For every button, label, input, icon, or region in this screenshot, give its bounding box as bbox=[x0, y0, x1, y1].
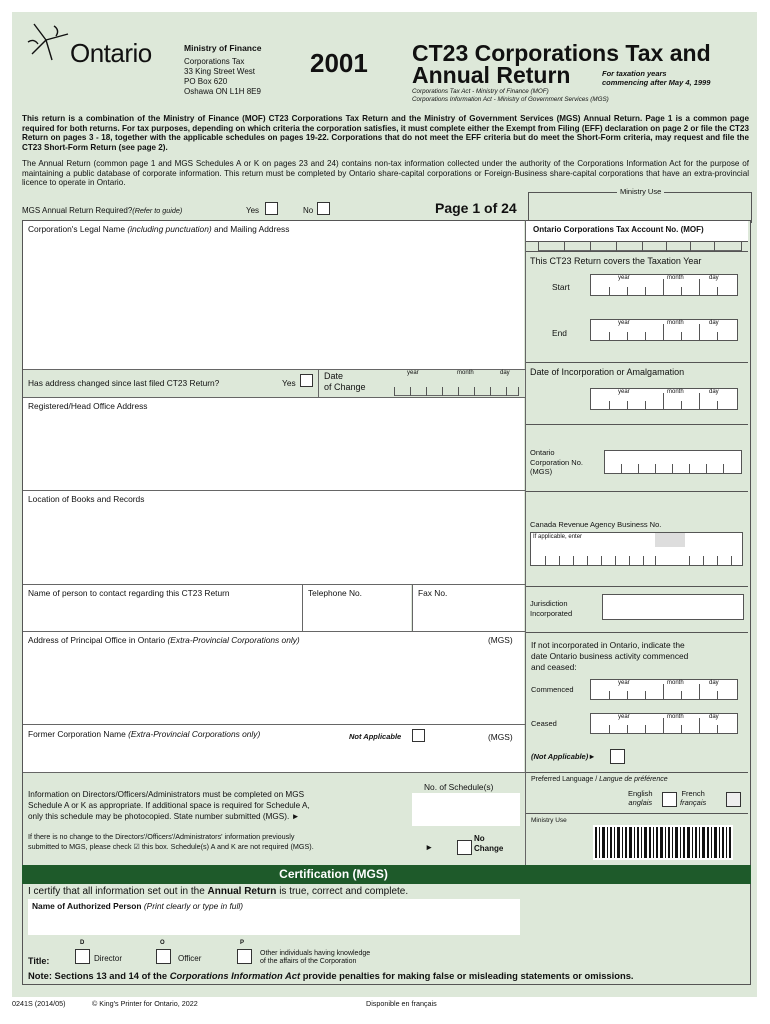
director-label: Director bbox=[94, 954, 123, 963]
director-code: D bbox=[80, 940, 85, 946]
tax-account-input[interactable] bbox=[538, 237, 742, 251]
officer-code: O bbox=[160, 940, 165, 946]
english-checkbox[interactable] bbox=[662, 792, 677, 807]
taxation-note: For taxation years commencing after May 4, 1999 bbox=[602, 69, 711, 87]
legal-name-field[interactable] bbox=[23, 221, 524, 369]
commenced-month-label: month bbox=[667, 680, 684, 686]
date-of-change-input[interactable] bbox=[394, 380, 519, 396]
inc-day-label: day bbox=[709, 389, 719, 395]
ceased-year-label: year bbox=[618, 714, 630, 720]
date-year-label: year bbox=[407, 370, 419, 376]
end-month-label: month bbox=[667, 320, 684, 326]
ceased-day-label: day bbox=[709, 714, 719, 720]
french-checkbox[interactable] bbox=[726, 792, 741, 807]
other-code: P bbox=[240, 940, 245, 946]
french-availability: Disponible en français bbox=[366, 999, 437, 1008]
ministry-address: Corporations Tax 33 King Street West PO Box 620 Oshawa ON L1H 8E9 bbox=[184, 57, 261, 96]
books-location-field[interactable] bbox=[23, 491, 524, 584]
ministry-use-box bbox=[528, 192, 752, 223]
commenced-year-label: year bbox=[618, 680, 630, 686]
ministry-use-label-2: Ministry Use bbox=[531, 817, 567, 824]
mgs-required-no-checkbox[interactable] bbox=[317, 202, 330, 215]
inc-year-label: year bbox=[618, 389, 630, 395]
officer-checkbox[interactable] bbox=[156, 949, 171, 964]
commenced-label: Commenced bbox=[531, 685, 574, 694]
principal-office-field[interactable] bbox=[23, 632, 524, 724]
if-applicable-label: If applicable, enter bbox=[533, 534, 583, 540]
ministry-use-label: Ministry Use bbox=[617, 187, 664, 196]
form-title: CT23 Corporations Tax and Annual Return bbox=[412, 40, 711, 88]
form-page bbox=[12, 12, 757, 1008]
no-change-checkbox[interactable] bbox=[457, 840, 472, 855]
director-checkbox[interactable] bbox=[75, 949, 90, 964]
address-changed-yes-label: Yes bbox=[282, 378, 296, 388]
telephone-label: Telephone No. bbox=[308, 588, 363, 598]
not-incorporated-text: If not incorporated in Ontario, indicate the date Ontario business activity commenced and ceased: bbox=[531, 640, 689, 672]
ontario-wordmark: Ontario bbox=[70, 38, 152, 68]
jurisdiction-label: Jurisdiction Incorporated bbox=[530, 599, 573, 618]
preferred-language-label: Preferred Language / Langue de préférence bbox=[531, 776, 668, 783]
contact-name-label: Name of person to contact regarding this CT23 Return bbox=[28, 588, 230, 598]
no-of-schedules-field[interactable] bbox=[412, 793, 520, 826]
taxation-year-label: This CT23 Return covers the Taxation Year bbox=[530, 256, 702, 266]
start-label: Start bbox=[552, 282, 570, 292]
intro-paragraph-1: This return is a combination of the Ministry of Finance (MOF) CT23 Corporations Tax Return and the Ministry of Government Services (MGS) Annual Return. Page 1 is a common page required for both returns. For tax purposes, depending on which criteria the corporation satisfies, it must complete either the Exempt from Filing (EFF) declaration on page 2 or file the CT23 Return on pages 3 - 18, together with the applicable schedules on pages 19-22. Corporations that do not meet the EFF criteria but do meet the Short-Form criteria, may request and file the CT23 Short-Form Return (see page 2). bbox=[22, 114, 749, 152]
no-change-text: If there is no change to the Directors'/Officers'/Administrators' information previously submitted to MGS, please check ☑ this box. Schedule(s) A and K are not required (MGS). bbox=[28, 832, 314, 851]
address-changed-label: Has address changed since last filed CT23 Return? bbox=[28, 378, 220, 388]
ontario-corp-no-label: Ontario Corporation No. (MGS) bbox=[530, 448, 583, 476]
no-change-arrow: ► bbox=[425, 842, 434, 852]
mgs-yes-label: Yes bbox=[246, 206, 260, 215]
ministry-name: Ministry of Finance bbox=[184, 43, 262, 53]
other-label: Other individuals having knowledge of the affairs of the Corporation bbox=[260, 950, 371, 965]
certification-title: Certification (MGS) bbox=[279, 867, 388, 881]
directors-info-text: Information on Directors/Officers/Administrators must be completed on MGS Schedule A or K as appropriate. If additional space is required for Schedule A, only this schedule may be photocopied. State number submitted (MGS). ► bbox=[28, 790, 310, 821]
barcode-icon bbox=[593, 825, 733, 860]
start-year-label: year bbox=[618, 275, 630, 281]
former-name-label: Former Corporation Name (Extra-Provincial Corporations only) bbox=[28, 729, 261, 739]
penalties-note: Note: Sections 13 and 14 of the Corporations Information Act provide penalties for making false or misleading statements or omissions. bbox=[28, 970, 634, 981]
cra-business-no-input[interactable] bbox=[530, 532, 743, 566]
printer-copyright: © King's Printer for Ontario, 2022 bbox=[92, 999, 198, 1008]
principal-office-label: Address of Principal Office in Ontario (Extra-Provincial Corporations only) bbox=[28, 635, 300, 645]
title-label: Title: bbox=[28, 956, 50, 966]
address-changed-yes-checkbox[interactable] bbox=[300, 374, 313, 387]
page-number: Page 1 of 24 bbox=[435, 200, 517, 216]
start-day-label: day bbox=[709, 275, 719, 281]
books-location-label: Location of Books and Records bbox=[28, 494, 145, 504]
commenced-day-label: day bbox=[709, 680, 719, 686]
incorporation-date-label: Date of Incorporation or Amalgamation bbox=[530, 367, 685, 377]
date-day-label: day bbox=[500, 370, 510, 376]
tax-account-label: Ontario Corporations Tax Account No. (MOF) bbox=[533, 225, 704, 234]
fax-label: Fax No. bbox=[418, 588, 448, 598]
mgs-no-label: No bbox=[303, 206, 314, 215]
end-day-label: day bbox=[709, 320, 719, 326]
principal-mgs-label: (MGS) bbox=[488, 635, 513, 645]
cra-business-no-label: Canada Revenue Agency Business No. bbox=[530, 520, 662, 529]
ceased-month-label: month bbox=[667, 714, 684, 720]
certify-statement: I certify that all information set out in the Annual Return is true, correct and complete. bbox=[28, 886, 409, 897]
not-applicable-checkbox[interactable] bbox=[610, 749, 625, 764]
end-year-label: year bbox=[618, 320, 630, 326]
registered-office-label: Registered/Head Office Address bbox=[28, 401, 148, 411]
no-change-label: No Change bbox=[474, 834, 504, 853]
ontario-corp-no-input[interactable] bbox=[604, 450, 742, 474]
trillium-logo-icon bbox=[24, 20, 72, 64]
other-checkbox[interactable] bbox=[237, 949, 252, 964]
mgs-required-yes-checkbox[interactable] bbox=[265, 202, 278, 215]
inc-month-label: month bbox=[667, 389, 684, 395]
start-month-label: month bbox=[667, 275, 684, 281]
end-label: End bbox=[552, 328, 567, 338]
former-not-applicable-label: Not Applicable bbox=[349, 732, 402, 741]
not-applicable-label: (Not Applicable)► bbox=[531, 752, 596, 761]
former-mgs-label: (MGS) bbox=[488, 732, 513, 742]
authorized-person-label-overlay: Name of Authorized Person (Print clearly or type in full) bbox=[32, 901, 243, 911]
date-month-label: month bbox=[457, 370, 474, 376]
ceased-label: Ceased bbox=[531, 719, 557, 728]
registered-office-field[interactable] bbox=[23, 398, 524, 490]
date-of-change-label: Date of Change bbox=[324, 371, 366, 392]
form-number: 0241S (2014/05) bbox=[12, 999, 66, 1008]
mgs-required-label: MGS Annual Return Required?(Refer to guide) bbox=[22, 206, 183, 215]
english-label: English anglais bbox=[628, 789, 653, 807]
no-of-schedules-label: No. of Schedule(s) bbox=[424, 782, 494, 792]
intro-paragraph-2: The Annual Return (common page 1 and MGS Schedules A or K on pages 23 and 24) contains non-tax information collected under the authority of the Corporations Information Act for the purpose of maintaining a public database of corporate information. This return must be completed by Ontario share-capital corporations or Foreign-Business share-capital corporations that have an extra-provincial licence to operate in Ontario. bbox=[22, 159, 749, 188]
acts-note: Corporations Tax Act - Ministry of Finance (MOF) Corporations Information Act - Ministry of Government Services (MGS) bbox=[412, 88, 609, 103]
french-label: French français bbox=[680, 789, 707, 807]
legal-name-label: Corporation's Legal Name (including punctuation) and Mailing Address bbox=[28, 224, 290, 234]
former-not-applicable-checkbox[interactable] bbox=[412, 729, 425, 742]
form-year: 2001 bbox=[310, 48, 368, 78]
jurisdiction-input[interactable] bbox=[602, 594, 744, 620]
officer-label: Officer bbox=[178, 954, 202, 963]
